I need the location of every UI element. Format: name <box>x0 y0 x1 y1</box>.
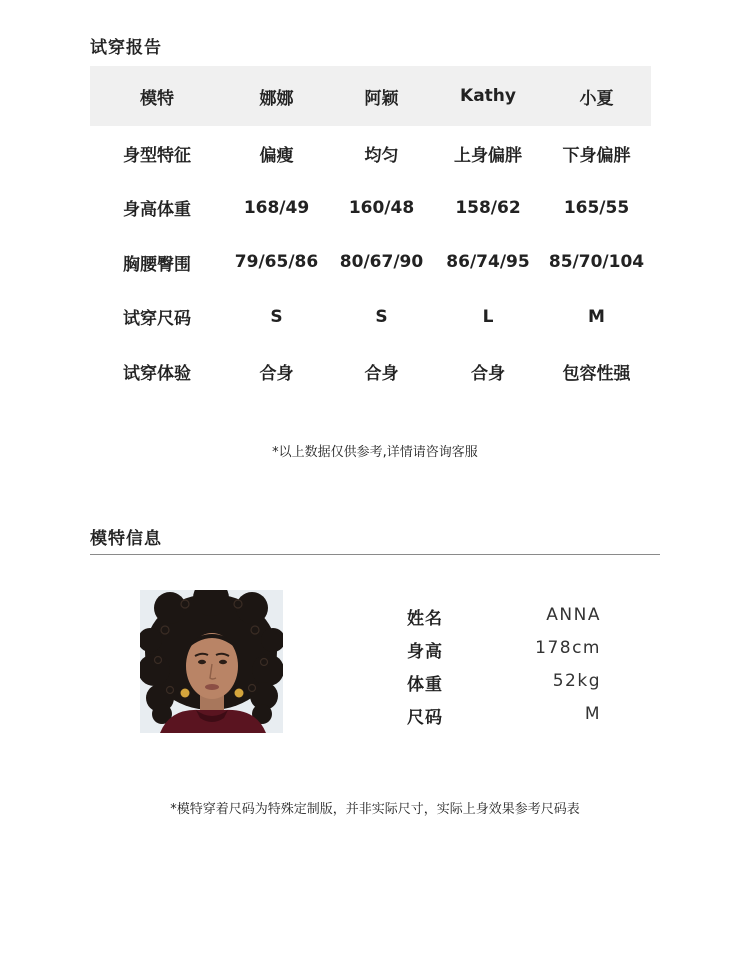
table-cell: 均匀 <box>364 145 399 166</box>
info-row-height <box>407 637 607 670</box>
model-info-note: *模特穿着尺码为特殊定制版，并非实际尺寸，实际上身效果参考尺码表 <box>170 802 580 817</box>
fit-report-note: *以上数据仅供参考,详情请咨询客服 <box>272 445 478 460</box>
table-cell: 偏瘦 <box>259 145 294 166</box>
header-cell: 娜娜 <box>259 88 294 109</box>
info-label: 体重 <box>407 675 443 695</box>
header-cell: 阿颖 <box>364 88 399 109</box>
model-info-title: 模特信息 <box>90 529 162 549</box>
table-cell: S <box>270 306 283 327</box>
section-divider <box>90 554 660 555</box>
info-row-size <box>407 703 607 736</box>
header-cell: 小夏 <box>579 88 614 109</box>
info-value: 178cm <box>535 638 601 658</box>
table-header-row <box>90 66 651 126</box>
row-label-cell: 试穿尺码 <box>123 309 191 330</box>
table-cell: 合身 <box>364 363 399 384</box>
table-cell: 168/49 <box>243 197 310 218</box>
table-cell: 包容性强 <box>562 363 631 384</box>
table-cell: 80/67/90 <box>339 252 424 273</box>
fit-report-title: 试穿报告 <box>90 38 162 58</box>
table-cell: 合身 <box>259 363 294 384</box>
table-cell: M <box>588 306 605 327</box>
info-label: 姓名 <box>407 609 443 629</box>
table-cell: 158/62 <box>455 197 521 218</box>
table-cell: S <box>375 306 388 327</box>
info-label: 尺码 <box>407 708 443 728</box>
table-cell: 合身 <box>471 363 505 384</box>
info-value: M <box>584 704 601 724</box>
table-cell: 下身偏胖 <box>562 145 631 166</box>
info-row-name <box>407 604 607 637</box>
info-row-weight <box>407 670 607 703</box>
table-cell: L <box>482 306 494 327</box>
table-cell: 上身偏胖 <box>454 145 522 166</box>
table-row <box>90 235 651 290</box>
row-label-cell: 胸腰臀围 <box>123 254 191 275</box>
row-label-cell: 身高体重 <box>123 200 191 221</box>
row-label-cell: 试穿体验 <box>123 363 191 384</box>
table-row <box>90 126 651 181</box>
table-cell: 160/48 <box>348 197 415 218</box>
table-cell: 165/55 <box>563 197 630 218</box>
table-cell: 85/70/104 <box>548 252 645 273</box>
table-cell: 79/65/86 <box>234 252 319 273</box>
table-row <box>90 181 651 236</box>
model-info-list <box>407 604 607 736</box>
table-row <box>90 344 651 399</box>
header-cell: Kathy <box>460 86 516 106</box>
info-value: 52kg <box>552 671 601 691</box>
fit-report-table <box>90 66 651 399</box>
model-photo <box>140 590 283 733</box>
header-cell: 模特 <box>140 88 174 109</box>
info-label: 身高 <box>407 642 443 662</box>
row-label-cell: 身型特征 <box>123 145 191 166</box>
table-row <box>90 290 651 345</box>
info-value: ANNA <box>546 605 601 625</box>
table-cell: 86/74/95 <box>446 252 530 273</box>
